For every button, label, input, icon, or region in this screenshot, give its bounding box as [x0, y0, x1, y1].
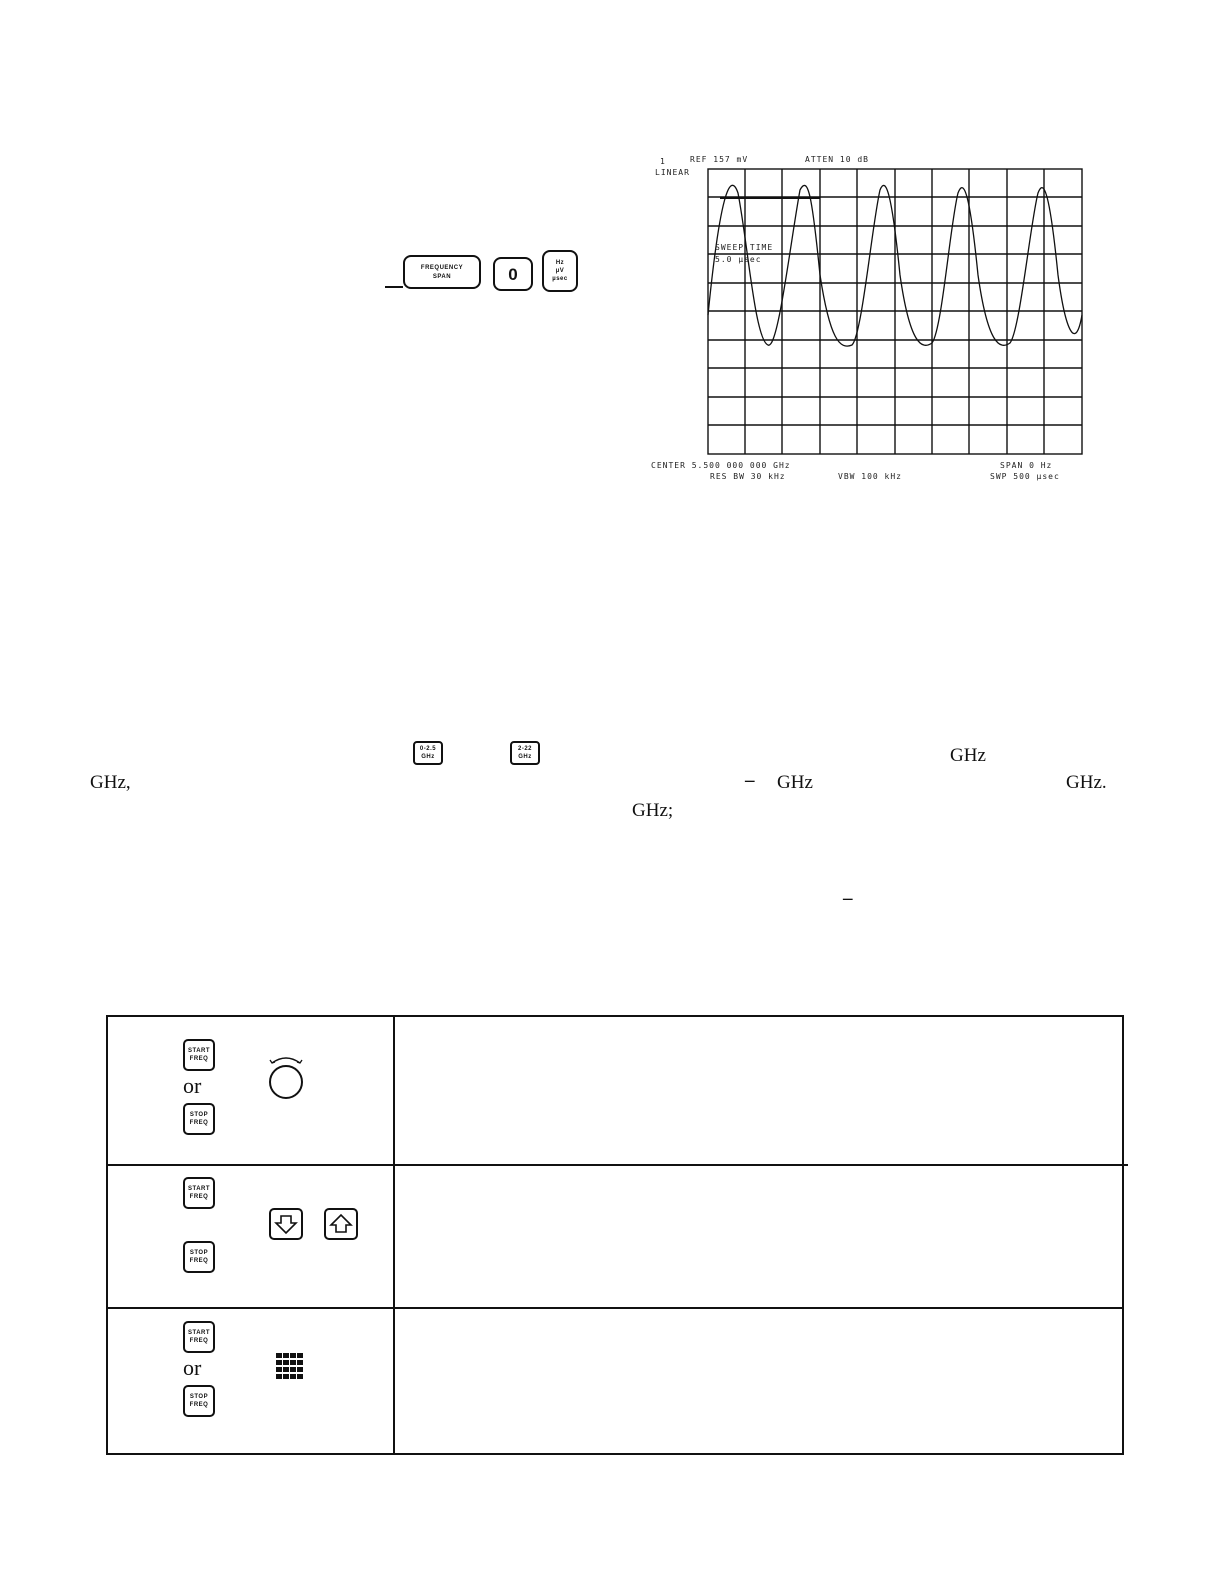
table-bottom-border [106, 1453, 1124, 1455]
display-top-left-mark: 1 [660, 157, 666, 166]
procedure-table [106, 1015, 1124, 1455]
step-down-key[interactable] [269, 1208, 303, 1240]
display-scale: LINEAR [655, 168, 690, 177]
row1-stop-freq-line1: STOP [189, 1112, 209, 1118]
knob-icon[interactable] [269, 1065, 303, 1099]
row1-start-freq-line2: FREQ [189, 1056, 209, 1062]
row3-start-freq-line2: FREQ [189, 1338, 209, 1344]
text-ghz-3: GHz [777, 772, 813, 793]
row3-stop-freq-line2: FREQ [189, 1402, 209, 1408]
display-vbw: VBW 100 kHz [838, 472, 902, 481]
row2-start-freq-key[interactable] [183, 1177, 215, 1209]
text-ghz-2: GHz, [90, 772, 131, 793]
display-sweep-time-label: SWEEP TIME [715, 243, 774, 252]
table-row-divider-1 [106, 1164, 1128, 1166]
row2-start-freq-line2: FREQ [189, 1194, 209, 1200]
row3-stop-freq-key[interactable] [183, 1385, 215, 1417]
frequency-span-key-line1: FREQUENCY [420, 264, 464, 271]
row2-stop-freq-line1: STOP [189, 1250, 209, 1256]
step-up-key[interactable] [324, 1208, 358, 1240]
display-res-bw: RES BW 30 kHz [710, 472, 786, 481]
row3-or-label: or [183, 1355, 202, 1380]
row1-start-freq-line1: START [187, 1048, 211, 1054]
hz-key-line1: Hz [555, 260, 565, 266]
row1-stop-freq-line2: FREQ [189, 1120, 209, 1126]
display-graticule [708, 169, 1082, 454]
zero-key-label: 0 [508, 264, 518, 284]
table-right-border [1122, 1015, 1124, 1455]
display-span: SPAN 0 Hz [1000, 461, 1053, 470]
row1-or-label: or [183, 1073, 202, 1098]
row2-stop-freq-key[interactable] [183, 1241, 215, 1273]
row3-start-freq-key[interactable] [183, 1321, 215, 1353]
frequency-span-key-line2: SPAN [432, 273, 452, 280]
row1-stop-freq-key[interactable] [183, 1103, 215, 1135]
text-ghz-1: GHz [950, 745, 986, 766]
band-2-22-line1: 2-22 [517, 746, 532, 752]
row1-start-freq-key[interactable] [183, 1039, 215, 1071]
band-0-2-5-line2: GHz [421, 754, 435, 760]
band-0-2-5-ghz-key[interactable] [413, 741, 443, 765]
table-left-border [106, 1015, 108, 1455]
analyzer-display [700, 165, 1090, 460]
band-2-22-ghz-key[interactable] [510, 741, 540, 765]
keypad-icon[interactable] [276, 1353, 304, 1381]
zero-key[interactable] [493, 257, 533, 291]
display-sweep: SWP 500 µsec [990, 472, 1060, 481]
row2-stop-freq-line2: FREQ [189, 1258, 209, 1264]
band-0-2-5-line1: 0-2.5 [419, 746, 437, 752]
hz-key-line2: µV [555, 268, 565, 274]
up-arrow-icon [326, 1210, 356, 1238]
hz-uv-usec-key[interactable] [542, 250, 578, 292]
text-dash-1: – [745, 770, 755, 791]
display-sweep-time-value: 5.0 µsec [715, 255, 762, 264]
table-row-divider-2 [106, 1307, 1124, 1309]
table-top-border [106, 1015, 1124, 1017]
band-2-22-line2: GHz [518, 754, 532, 760]
knob-rotation-arc-icon [266, 1051, 306, 1065]
display-annotation-box [720, 197, 820, 199]
hz-key-line3: µsec [552, 276, 568, 282]
text-ghz-5: GHz; [632, 800, 674, 821]
row2-start-freq-line1: START [187, 1186, 211, 1192]
frequency-span-key[interactable] [403, 255, 481, 289]
display-attenuation: ATTEN 10 dB [805, 155, 869, 164]
key-sequence-underline [385, 286, 403, 288]
down-arrow-icon [271, 1210, 301, 1238]
row3-start-freq-line1: START [187, 1330, 211, 1336]
text-ghz-4: GHz. [1066, 772, 1107, 793]
display-ref-level: REF 157 mV [690, 155, 749, 164]
text-dash-2: – [843, 888, 853, 909]
table-column-divider [393, 1015, 395, 1455]
display-center-frequency: CENTER 5.500 000 000 GHz [651, 461, 791, 470]
row3-stop-freq-line1: STOP [189, 1394, 209, 1400]
